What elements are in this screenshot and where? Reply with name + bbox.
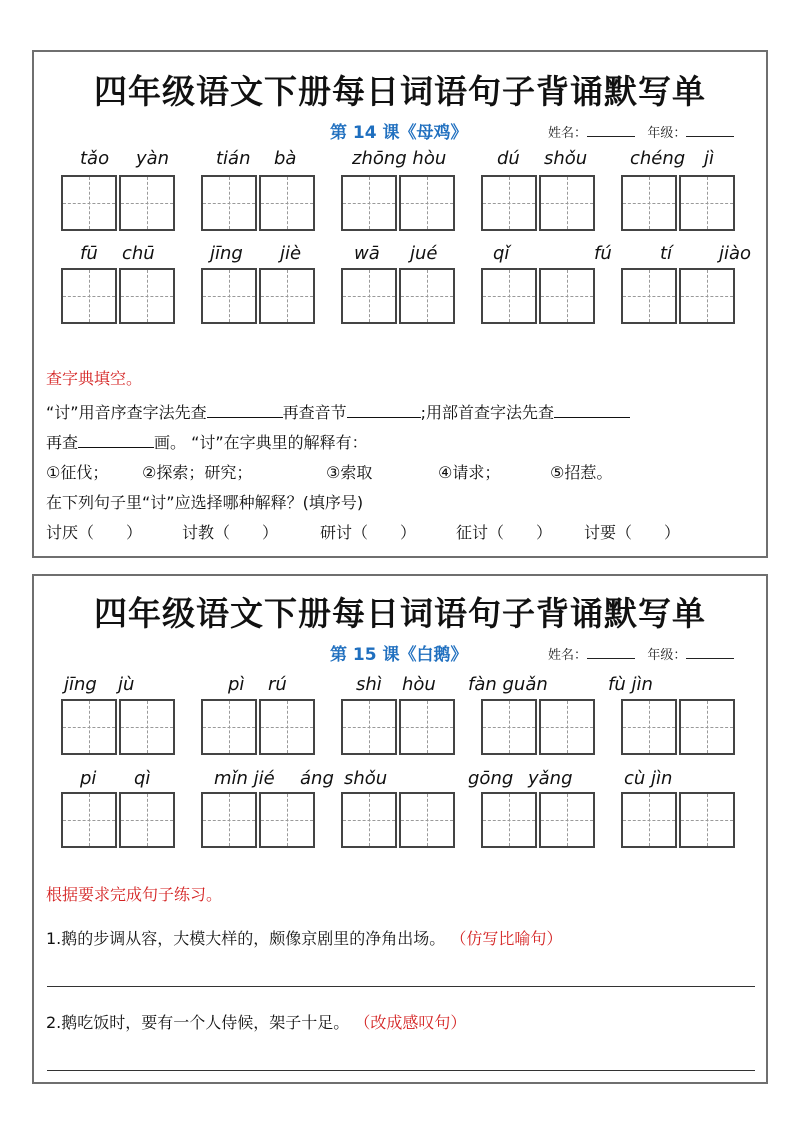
- pinyin: yǎng: [528, 768, 573, 789]
- word-choice[interactable]: 征讨（ ）: [456, 523, 553, 542]
- pinyin: bà: [274, 148, 297, 169]
- lesson-title: 第 14 课《母鸡》: [330, 123, 468, 143]
- writing-grid-box[interactable]: [201, 792, 257, 848]
- word-choice[interactable]: 讨要（ ）: [584, 523, 681, 542]
- name-blank[interactable]: [587, 644, 635, 659]
- word-choice[interactable]: 讨厌（ ）: [46, 523, 143, 542]
- answer-blank[interactable]: [78, 431, 154, 448]
- pinyin: tǎo: [80, 148, 110, 169]
- writing-grid-box[interactable]: [481, 699, 537, 755]
- writing-grid-box[interactable]: [61, 792, 117, 848]
- writing-grid-box[interactable]: [201, 175, 257, 231]
- sentence-exercise-2: 2.鹅吃饭时，要有一个人侍候，架子十足。 （改成感叹句）: [46, 1013, 467, 1032]
- writing-grid-box[interactable]: [61, 699, 117, 755]
- pinyin: áng: [300, 768, 334, 789]
- writing-grid-box[interactable]: [259, 175, 315, 231]
- pinyin: chéng: [630, 148, 686, 169]
- name-grade-fields: [548, 644, 734, 663]
- exercise-hint: （仿写比喻句）: [450, 929, 563, 948]
- grade-blank[interactable]: [686, 644, 734, 659]
- word-choice[interactable]: 研讨（ ）: [320, 523, 417, 542]
- writing-grid-box[interactable]: [341, 792, 397, 848]
- pinyin: cù jìn: [624, 768, 673, 789]
- writing-grid-box[interactable]: [539, 699, 595, 755]
- writing-grid-box[interactable]: [399, 268, 455, 324]
- pinyin: mǐn jié: [214, 768, 275, 789]
- answer-line[interactable]: [47, 986, 755, 987]
- writing-grid-box[interactable]: [539, 175, 595, 231]
- pinyin: fàn guǎn: [468, 674, 548, 695]
- pinyin: dú: [497, 148, 520, 169]
- writing-grid-box[interactable]: [201, 699, 257, 755]
- pinyin: jiào: [719, 243, 752, 264]
- pinyin: jì: [704, 148, 715, 169]
- writing-grid-box[interactable]: [259, 268, 315, 324]
- pinyin: zhōng hòu: [352, 148, 447, 169]
- writing-grid-box[interactable]: [341, 268, 397, 324]
- pinyin: shì: [356, 674, 382, 695]
- pinyin: hòu: [402, 674, 436, 695]
- writing-grid-box[interactable]: [679, 268, 735, 324]
- writing-grid-box[interactable]: [61, 175, 117, 231]
- writing-grid-box[interactable]: [621, 268, 677, 324]
- pinyin: tí: [660, 243, 673, 264]
- definition: ①征伐；: [46, 463, 109, 482]
- writing-grid-box[interactable]: [481, 268, 537, 324]
- writing-grid-box[interactable]: [679, 792, 735, 848]
- question-line-3: 在下列句子里“讨”应选择哪种解释？(填序号): [46, 493, 364, 512]
- pinyin: qǐ: [493, 243, 510, 264]
- pinyin: chū: [122, 243, 155, 264]
- answer-blank[interactable]: [207, 401, 283, 418]
- worksheet-card-lesson-14: [32, 50, 768, 558]
- answer-blank[interactable]: [554, 401, 630, 418]
- pinyin: jué: [410, 243, 438, 264]
- writing-grid-box[interactable]: [61, 268, 117, 324]
- writing-grid-box[interactable]: [481, 175, 537, 231]
- exercise-hint: （改成感叹句）: [354, 1013, 467, 1032]
- pinyin: shǒu: [544, 148, 588, 169]
- writing-grid-box[interactable]: [259, 699, 315, 755]
- pinyin: gōng: [468, 768, 514, 789]
- question-line-2: 再查 画。 “讨”在字典里的解释有：: [46, 433, 368, 452]
- grade-blank[interactable]: [686, 122, 734, 137]
- writing-grid-box[interactable]: [679, 175, 735, 231]
- definition: ④请求；: [438, 463, 501, 482]
- writing-grid-box[interactable]: [399, 699, 455, 755]
- lesson-title: 第 15 课《白鹅》: [330, 645, 468, 665]
- writing-grid-box[interactable]: [621, 175, 677, 231]
- section-heading: 查字典填空。: [46, 369, 143, 388]
- pinyin: jīng: [210, 243, 243, 264]
- pinyin: rú: [268, 674, 287, 695]
- name-label: 姓名：: [548, 126, 588, 141]
- worksheet-card-lesson-15: [32, 574, 768, 1084]
- writing-grid-box[interactable]: [119, 268, 175, 324]
- pinyin: qì: [134, 768, 151, 789]
- writing-grid-box[interactable]: [119, 699, 175, 755]
- grade-label: 年级：: [647, 648, 687, 663]
- pinyin: fù jìn: [608, 674, 653, 695]
- answer-blank[interactable]: [347, 401, 421, 418]
- name-label: 姓名：: [548, 648, 588, 663]
- writing-grid-box[interactable]: [399, 175, 455, 231]
- definition: ②探索；研究；: [142, 463, 253, 482]
- writing-grid-box[interactable]: [539, 792, 595, 848]
- writing-grid-box[interactable]: [201, 268, 257, 324]
- writing-grid-box[interactable]: [399, 792, 455, 848]
- sentence-exercise-1: 1.鹅的步调从容，大模大样的，颇像京剧里的净角出场。 （仿写比喻句）: [46, 929, 563, 948]
- writing-grid-box[interactable]: [341, 699, 397, 755]
- writing-grid-box[interactable]: [259, 792, 315, 848]
- pinyin: yàn: [136, 148, 170, 169]
- writing-grid-box[interactable]: [341, 175, 397, 231]
- writing-grid-box[interactable]: [481, 792, 537, 848]
- name-grade-fields: [548, 122, 734, 141]
- answer-line[interactable]: [47, 1070, 755, 1071]
- pinyin: jù: [118, 674, 135, 695]
- pinyin: tián: [216, 148, 251, 169]
- section-heading: 根据要求完成句子练习。: [46, 885, 223, 904]
- sheet-title: 四年级语文下册每日词语句子背诵默写单: [94, 594, 706, 633]
- pinyin: wā: [354, 243, 380, 264]
- grade-label: 年级：: [647, 126, 687, 141]
- name-blank[interactable]: [587, 122, 635, 137]
- pinyin: jiè: [280, 243, 302, 264]
- pinyin: fū: [80, 243, 98, 264]
- pinyin: pi: [80, 768, 97, 789]
- writing-grid-box[interactable]: [539, 268, 595, 324]
- writing-grid-box[interactable]: [119, 792, 175, 848]
- pinyin: pì: [228, 674, 245, 695]
- writing-grid-box[interactable]: [119, 175, 175, 231]
- word-choice[interactable]: 讨教（ ）: [182, 523, 279, 542]
- definition: ⑤招惹。: [550, 463, 613, 482]
- definition: ③索取: [326, 463, 373, 482]
- pinyin: shǒu: [344, 768, 388, 789]
- pinyin: jīng: [64, 674, 97, 695]
- question-line-1: “讨”用音序查字法先查 再查音节 ;用部首查字法先查: [46, 400, 630, 423]
- pinyin: fú: [594, 243, 612, 264]
- writing-grid-box[interactable]: [679, 699, 735, 755]
- writing-grid-box[interactable]: [621, 792, 677, 848]
- writing-grid-box[interactable]: [621, 699, 677, 755]
- sheet-title: 四年级语文下册每日词语句子背诵默写单: [94, 72, 706, 111]
